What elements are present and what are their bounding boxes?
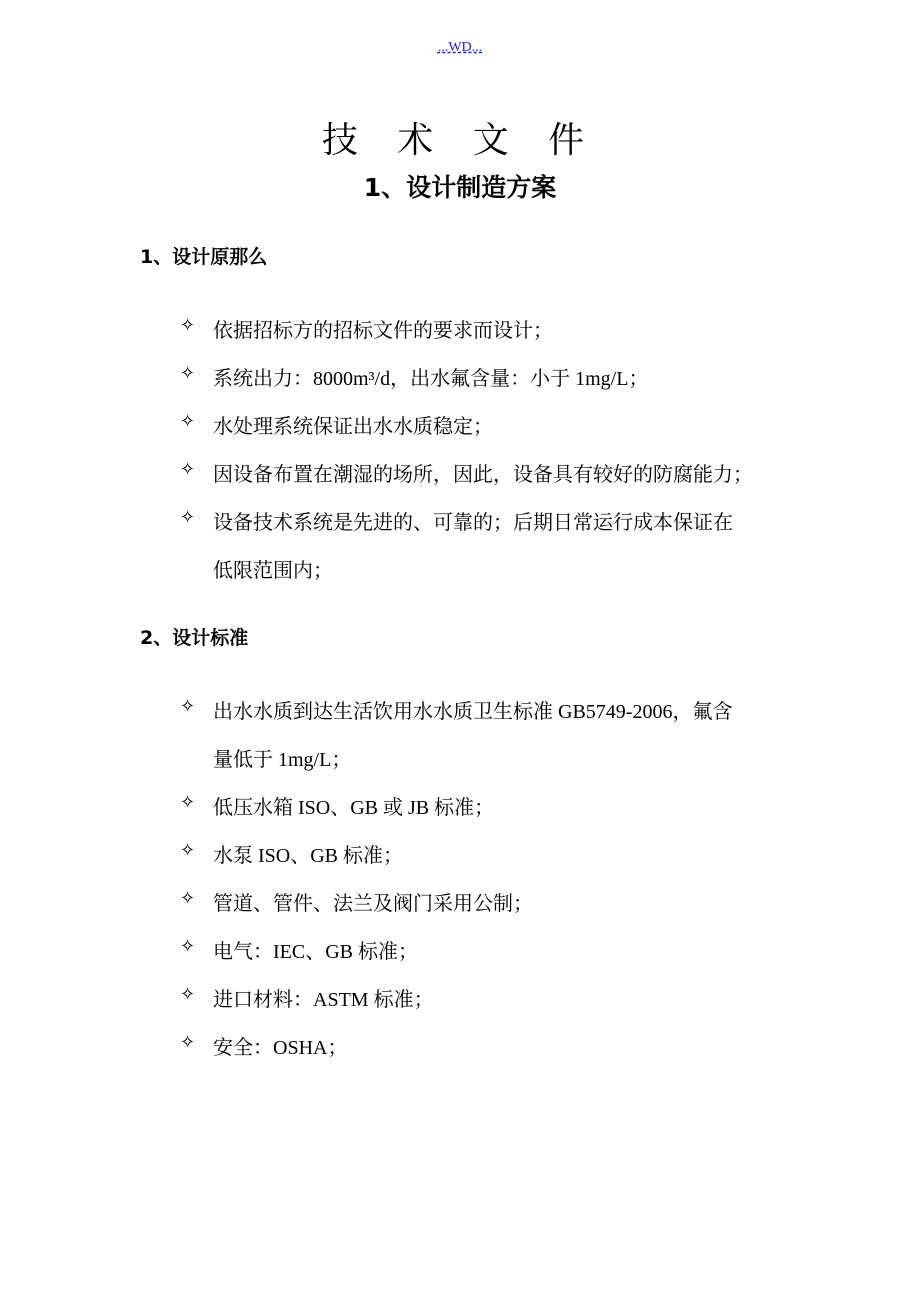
diamond-bullet-icon: ✧ — [180, 840, 196, 861]
list-item: 低压水箱 ISO、GB 或 JB 标准； — [213, 797, 495, 819]
list-item: 设备技术系统是先进的、可靠的；后期日常运行成本保证在 — [213, 512, 733, 534]
list-item: 因设备布置在潮湿的场所，因此，设备具有较好的防腐能力； — [213, 464, 753, 486]
list-item: 低限范围内； — [213, 560, 333, 582]
diamond-bullet-icon: ✧ — [180, 411, 196, 432]
list-item: 进口材料：ASTM 标准； — [213, 989, 434, 1011]
list-item: 量低于 1mg/L； — [213, 749, 352, 771]
diamond-bullet-icon: ✧ — [180, 363, 196, 384]
page-header-link[interactable]: ...WD... — [437, 40, 483, 55]
list-item: 水处理系统保证出水水质稳定； — [213, 416, 493, 438]
diamond-bullet-icon: ✧ — [180, 459, 196, 480]
list-item: 出水水质到达生活饮用水水质卫生标准 GB5749-2006，氟含 — [213, 701, 733, 723]
section-heading: 1、设计原那么 — [140, 246, 268, 268]
list-item: 电气：IEC、GB 标准； — [213, 941, 418, 963]
diamond-bullet-icon: ✧ — [180, 792, 196, 813]
document-subtitle: 1、设计制造方案 — [363, 173, 557, 202]
diamond-bullet-icon: ✧ — [180, 888, 196, 909]
diamond-bullet-icon: ✧ — [180, 936, 196, 957]
diamond-bullet-icon: ✧ — [180, 1032, 196, 1053]
list-item: 水泵 ISO、GB 标准； — [213, 845, 404, 867]
list-item: 管道、管件、法兰及阀门采用公制； — [213, 893, 533, 915]
list-item: 依据招标方的招标文件的要求而设计； — [213, 320, 553, 342]
diamond-bullet-icon: ✧ — [180, 507, 196, 528]
list-item: 系统出力：8000m³/d，出水氟含量：小于 1mg/L； — [213, 368, 649, 390]
list-item: 安全：OSHA； — [213, 1037, 348, 1059]
diamond-bullet-icon: ✧ — [180, 984, 196, 1005]
diamond-bullet-icon: ✧ — [180, 315, 196, 336]
diamond-bullet-icon: ✧ — [180, 696, 196, 717]
section-heading: 2、设计标准 — [140, 627, 249, 649]
document-title: 技 术 文 件 — [321, 120, 599, 161]
